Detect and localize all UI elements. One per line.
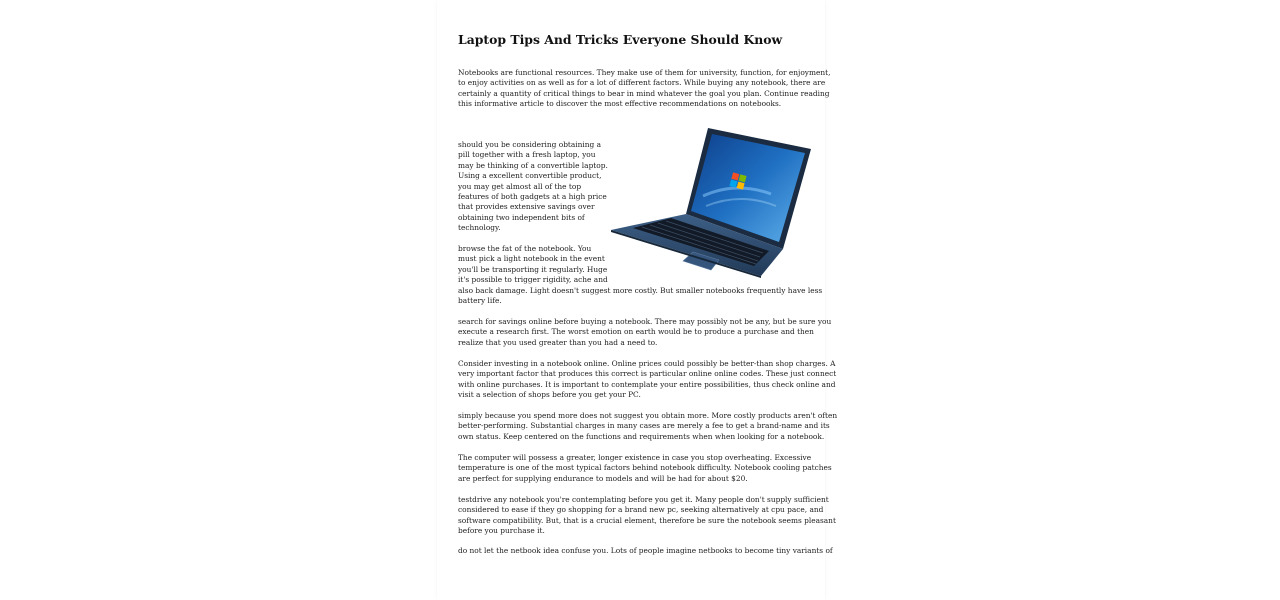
text-line: battery life. — [458, 296, 502, 306]
text-line: Consider investing in a notebook online. Online prices could possibly be better-than shop charges. A — [458, 359, 836, 368]
text-line: that provides extensive savings over — [458, 202, 595, 212]
paragraph-testdrive — [458, 495, 836, 537]
text-line: must pick a light notebook in the event — [458, 254, 605, 264]
paragraph-convertible — [458, 140, 608, 234]
text-line: you'll be transporting it regularly. Huge — [458, 264, 608, 274]
text-line: are perfect for supplying endurance to models and will be had for about $20. — [458, 473, 748, 483]
paragraph-savings — [458, 317, 831, 348]
text-line: browse the fat of the notebook. You — [458, 244, 592, 253]
text-line: The computer will possess a greater, longer existence in case you stop overheating. Excessive — [458, 453, 812, 462]
laptop-photo — [611, 126, 813, 278]
text-line: execute a research first. The worst emotion on earth would be to produce a purchase and then — [458, 327, 814, 337]
text-line: to enjoy activities on as well as for a lot of different factors. While buying any notebook, there are — [458, 78, 826, 88]
text-line: very important factor that produces this correct is particular online online codes. These just connect — [458, 369, 837, 379]
text-line: pill together with a fresh laptop, you — [458, 150, 596, 160]
text-line: it's possible to trigger rigidity, ache and — [458, 275, 608, 285]
text-line: software compatibility. But, that is a crucial element, therefore be sure the notebook seems pleasant — [458, 515, 836, 525]
text-line: this informative article to discover the most effective recommendations on notebooks. — [458, 99, 782, 109]
text-line: visit a selection of shops before you get your PC. — [458, 390, 641, 400]
text-line: better-performing. Substantial charges in many cases are merely a fee to get a brand-name and its — [458, 421, 830, 431]
article-title: Laptop Tips And Tricks Everyone Should Know — [458, 32, 783, 47]
text-line: you may get almost all of the top — [458, 181, 582, 191]
text-line: temperature is one of the most typical factors behind notebook difficulty. Notebook cooling patches — [458, 463, 832, 473]
text-line: before you purchase it. — [458, 526, 545, 536]
text-line: Using a excellent convertible product, — [458, 171, 602, 181]
laptop-icon — [611, 126, 813, 278]
text-line: may be thinking of a convertible laptop. — [458, 160, 608, 170]
text-line: Notebooks are functional resources. They make use of them for university, function, for enjoyment, — [458, 68, 831, 77]
paragraph-netbook — [458, 546, 833, 556]
text-line: should you be considering obtaining a — [458, 140, 602, 149]
text-line: certainly a quantity of critical things to bear in mind whatever the goal you plan. Continue reading — [458, 88, 830, 98]
paragraph-online — [458, 359, 836, 401]
text-line: testdrive any notebook you're contemplating before you get it. Many people don't supply sufficient — [458, 495, 829, 504]
paragraph-spend — [458, 411, 837, 442]
text-line: own status. Keep centered on the functions and requirements when when looking for a notebook. — [458, 431, 825, 441]
text-line: realize that you used greater than you had a need to. — [458, 337, 658, 347]
text-line: with online purchases. It is important to contemplate your entire possibilities, thus check online and — [458, 379, 836, 389]
text-line: simply because you spend more does not suggest you obtain more. More costly products aren't often — [458, 411, 838, 420]
paragraph-intro — [458, 68, 830, 110]
text-line: search for savings online before buying a notebook. There may possibly not be any, but be sure you — [458, 317, 832, 326]
paragraph-overheating — [458, 453, 832, 484]
text-line: also back damage. Light doesn't suggest more costly. But smaller notebooks frequently have less — [458, 285, 823, 295]
text-line: technology. — [458, 223, 501, 233]
text-line: do not let the netbook idea confuse you. Lots of people imagine netbooks to become tiny variants of — [458, 546, 833, 555]
text-line: obtaining two independent bits of — [458, 212, 585, 222]
text-line: considered to ease if they go shopping for a brand new pc, seeking alternatively at cpu pace, and — [458, 505, 824, 515]
text-line: features of both gadgets at a high price — [458, 192, 607, 202]
